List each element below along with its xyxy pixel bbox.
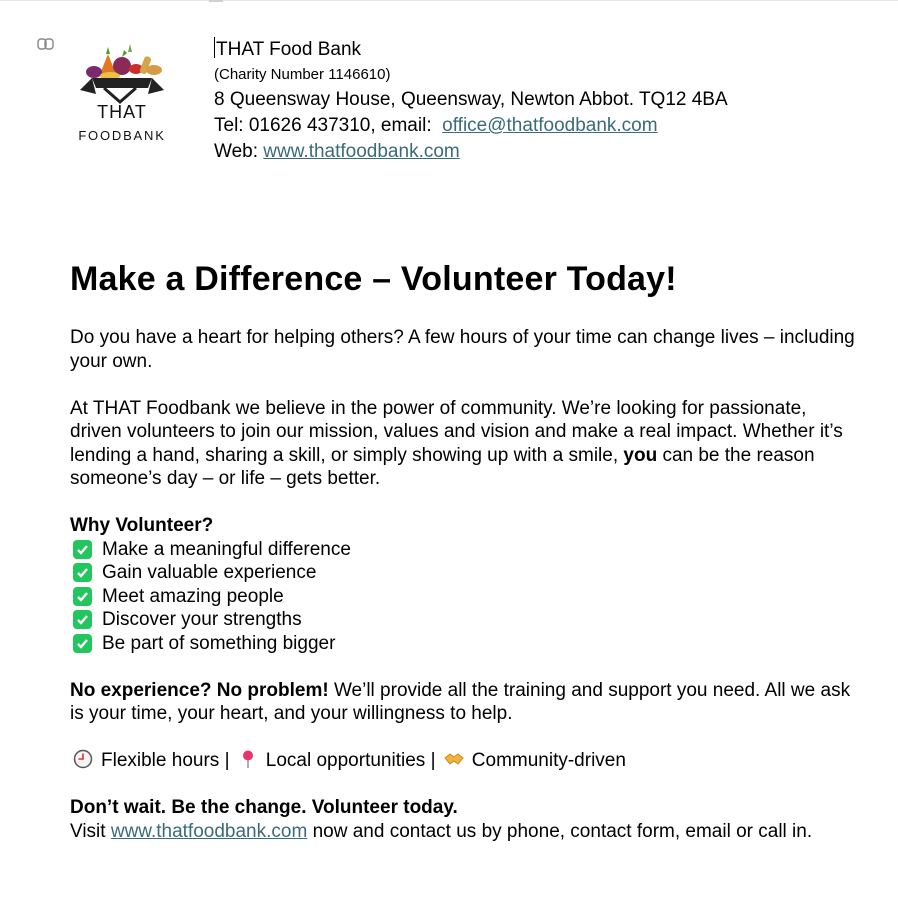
org-name: THAT Food Bank bbox=[216, 39, 362, 60]
checkmark-icon bbox=[73, 610, 92, 629]
list-item-text: Meet amazing people bbox=[102, 585, 284, 607]
feature-local: Local opportunities bbox=[265, 750, 426, 771]
no-experience-text: We’ll provide all the training and support you need. All we ask is your time, your heart, and your willingness to help. bbox=[70, 679, 851, 724]
list-item-text: Make a meaningful difference bbox=[102, 538, 351, 560]
contact-line bbox=[214, 113, 728, 139]
list-item bbox=[70, 608, 860, 632]
separator: | bbox=[224, 750, 230, 771]
checkmark-icon bbox=[73, 634, 92, 653]
clock-icon bbox=[73, 749, 93, 769]
community-text-end: can be the reason someone’s day – or life – gets better. bbox=[70, 444, 815, 489]
cta-visit: Visit bbox=[70, 820, 106, 842]
features-line bbox=[70, 749, 860, 773]
text-cursor bbox=[214, 37, 215, 58]
cta-text: now and contact us by phone, contact form, email or call in. bbox=[312, 820, 813, 842]
page-top-border bbox=[0, 0, 898, 1]
separator: | bbox=[430, 750, 436, 771]
list-item-text: Be part of something bigger bbox=[102, 632, 336, 654]
checkmark-icon bbox=[73, 563, 92, 582]
cta-paragraph bbox=[70, 796, 860, 843]
list-item bbox=[70, 632, 860, 656]
web-line bbox=[214, 139, 728, 165]
list-item bbox=[70, 538, 860, 562]
cta-heading: Don’t wait. Be the change. Volunteer today. bbox=[70, 797, 458, 818]
community-paragraph bbox=[70, 397, 860, 491]
logo-text-that: THAT bbox=[97, 102, 147, 122]
pin-icon bbox=[238, 749, 258, 769]
ruler-marker bbox=[209, 0, 223, 2]
website-link[interactable]: www.thatfoodbank.com bbox=[263, 141, 460, 162]
tel-label: Tel: 01626 437310, email: bbox=[214, 115, 432, 136]
emphasis-you: you bbox=[623, 444, 658, 466]
org-name-line bbox=[214, 37, 728, 63]
list-item bbox=[70, 585, 860, 609]
checkmark-icon bbox=[73, 540, 92, 559]
list-item-text: Discover your strengths bbox=[102, 609, 302, 630]
web-label: Web: bbox=[214, 141, 259, 162]
no-experience-paragraph bbox=[70, 679, 860, 726]
foodbank-logo bbox=[70, 44, 174, 150]
logo-text-foodbank: FOODBANK bbox=[78, 128, 166, 143]
why-volunteer-heading: Why Volunteer? bbox=[70, 515, 214, 536]
email-link[interactable]: office@thatfoodbank.com bbox=[442, 115, 658, 136]
checkmark-icon bbox=[73, 587, 92, 606]
list-item bbox=[70, 561, 860, 585]
why-volunteer-list bbox=[70, 538, 860, 656]
community-text: At THAT Foodbank we believe in the power of community. We’re looking for passionate, driven volunteers to join our mission, values and vision and make a real impact. Whether it’s lending a hand, sharing a skill, or simply showing up with a smile, bbox=[70, 397, 843, 466]
intro-paragraph: Do you have a heart for helping others? A few hours of your time can change lives – including your own. bbox=[70, 327, 855, 372]
handshake-icon bbox=[444, 749, 464, 769]
copilot-icon[interactable] bbox=[37, 37, 55, 51]
document-body bbox=[70, 257, 860, 867]
address: 8 Queensway House, Queensway, Newton Abbot. TQ12 4BA bbox=[214, 89, 728, 110]
cta-website-link[interactable]: www.thatfoodbank.com bbox=[110, 820, 308, 842]
page-title: Make a Difference – Volunteer Today! bbox=[70, 260, 677, 298]
feature-flexible: Flexible hours bbox=[101, 750, 220, 771]
list-item-text: Gain valuable experience bbox=[102, 562, 317, 583]
no-experience-heading: No experience? No problem! bbox=[70, 679, 329, 701]
letterhead bbox=[214, 37, 728, 165]
feature-community: Community-driven bbox=[471, 750, 626, 771]
food-box-icon bbox=[70, 44, 174, 104]
charity-number: (Charity Number 1146610) bbox=[214, 66, 391, 83]
